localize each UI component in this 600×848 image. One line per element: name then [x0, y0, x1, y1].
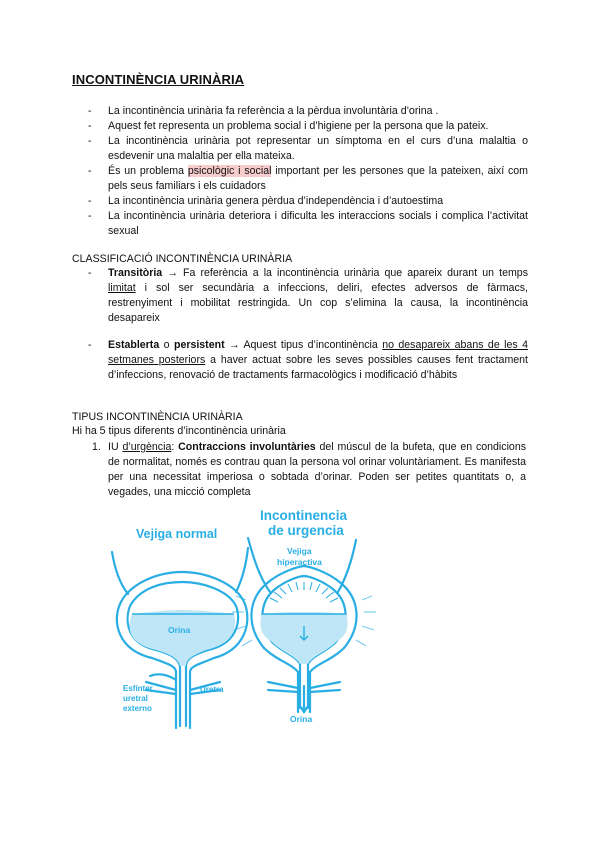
section-subheading: Hi ha 5 tipus diferents d’incontinència urinària: [72, 425, 286, 437]
label-hyperactive-1: Vejiga: [287, 546, 312, 556]
label-urethra: Uretra: [200, 685, 224, 694]
list-item: - La incontinència urinària pot representar un símptoma en el curs d’una malaltia o esdevenir una malaltia per ella mateixa.: [88, 135, 528, 162]
label-urine-bottom: Orina: [290, 714, 313, 724]
list-item: - Transitòria → Fa referència a la incontinència urinària que apareix durant un temps limitat i sol ser secundària a infeccions, deliri, efectes adversos de fàrmacs, restrenyiment i mobilitat restringida. Un cop s’elimina la causa, la incontinència desapareix: [88, 267, 528, 324]
label-normal-bladder: Vejiga normal: [136, 527, 218, 541]
list-item: - La incontinència urinària genera pèrdua d’independència i d’autoestima: [88, 195, 444, 207]
highlighted-text: psicològic i social: [187, 165, 272, 177]
label-urine: Orina: [168, 625, 191, 635]
label-sphincter-1: Esfínter: [123, 684, 153, 693]
label-hyperactive-2: hiperactiva: [277, 557, 322, 567]
label-sphincter-2: uretral: [123, 694, 148, 703]
list-item: - Aquest fet representa un problema social i d’higiene per la persona que la pateix.: [88, 120, 489, 132]
section-heading-types: TIPUS INCONTINÈNCIA URINÀRIA: [72, 411, 243, 423]
label-sphincter-3: externo: [123, 704, 152, 713]
section-heading-classification: CLASSIFICACIÓ INCONTINÈNCIA URINÀRIA: [72, 253, 293, 265]
list-item: - Establerta o persistent → Aquest tipus d’incontinència no desapareix abans de les 4 setmanes posteriors a haver actuat sobre les seves possibles causes fent tractament d’infeccions, renovació de tractaments farmacològics i modificació d’hàbits: [88, 339, 528, 381]
list-number: 1.: [92, 441, 101, 453]
label-urgency-1: Incontinencia: [260, 508, 348, 523]
list-item: - És un problema psicològic i social important per les persones que la pateixen, així com pels seus familiars i els cuidadors: [88, 165, 529, 192]
list-item: - La incontinència urinària fa referència a la pèrdua involuntària d’orina .: [88, 105, 439, 117]
label-urgency-2: de urgencia: [268, 523, 344, 538]
list-item: IU d’urgència: Contraccions involuntàries del múscul de la bufeta, que en condicions de normalitat, només es contrau quan la persona vol orinar voluntàriament. Es manifesta per una necessitat imperiosa o sobtada d’orinar. Poden ser petites quantitats o, a vegades, una micció completa: [108, 441, 527, 498]
page-title: INCONTINÈNCIA URINÀRIA: [72, 72, 245, 87]
list-item: - La incontinència urinària deteriora i dificulta les interaccions socials i complica l’activitat sexual: [88, 210, 528, 237]
